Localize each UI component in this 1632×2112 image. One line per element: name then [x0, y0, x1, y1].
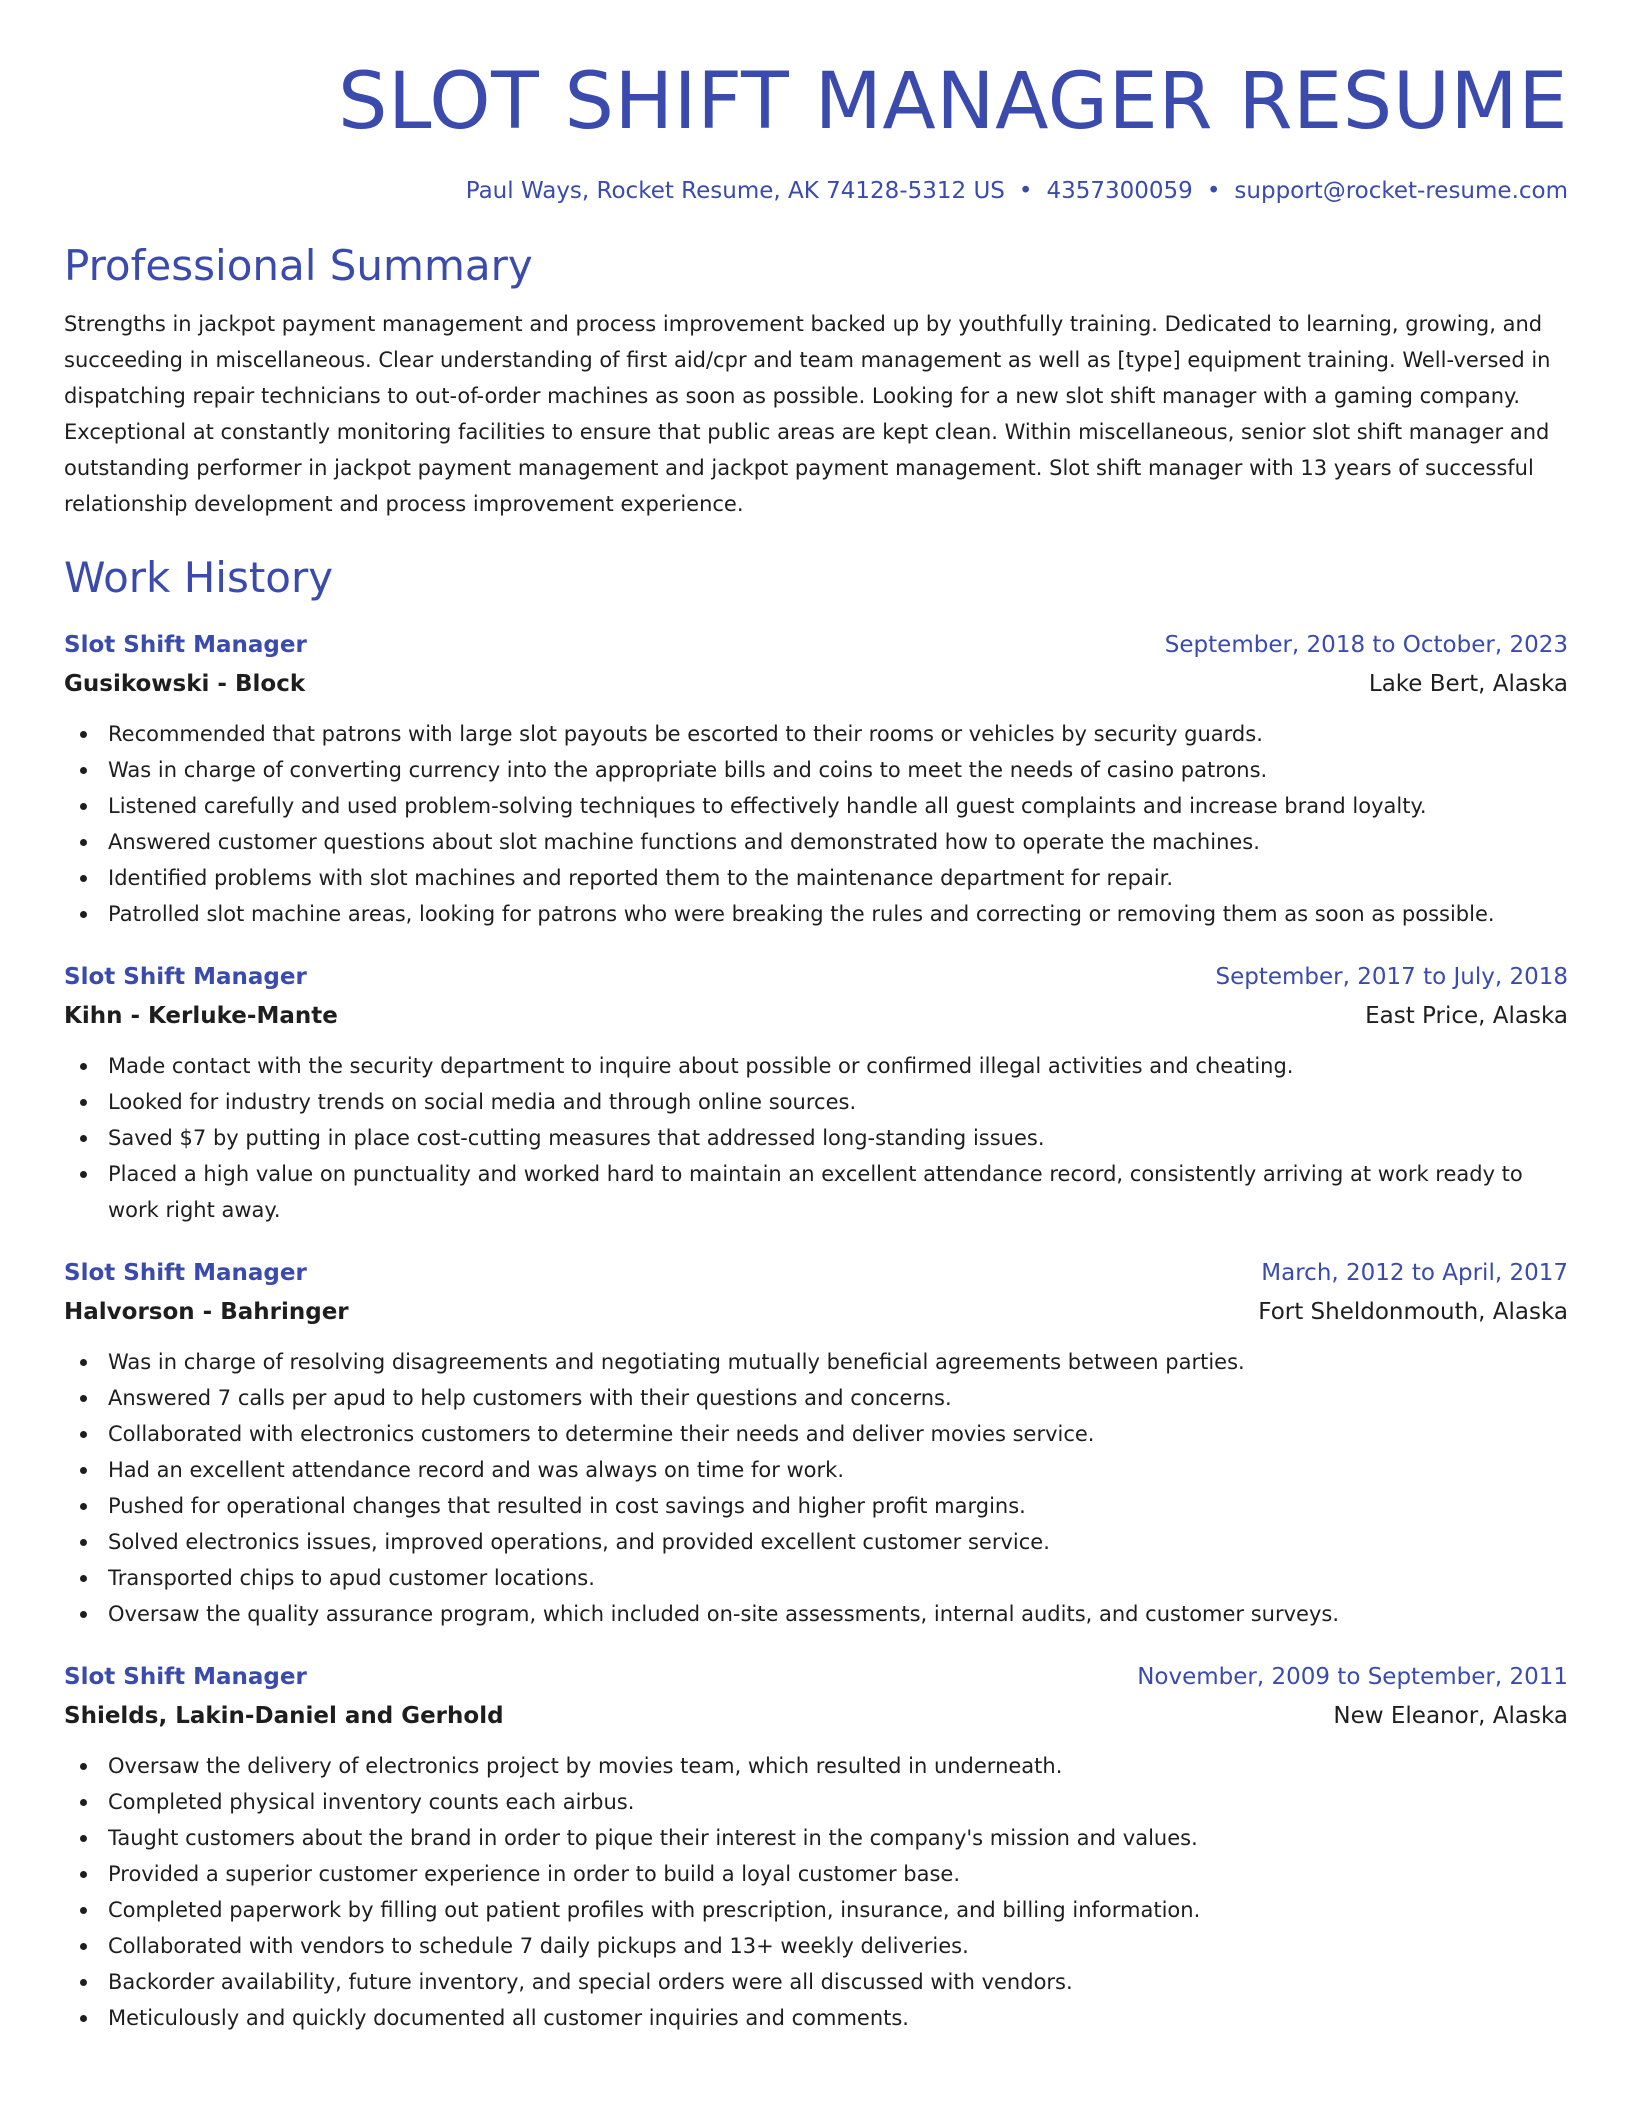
job-bullet: Identified problems with slot machines and reported them to the maintenance department for repair. [64, 860, 1568, 896]
job-title: Slot Shift Manager [64, 632, 307, 658]
job-bullet: Completed paperwork by filling out patient profiles with prescription, insurance, and billing information. [64, 1892, 1568, 1928]
section-heading-summary: Professional Summary [64, 241, 533, 290]
job-bullet: Patrolled slot machine areas, looking for patrons who were breaking the rules and correcting or removing them as soon as possible. [64, 896, 1568, 932]
job-company-row [64, 996, 1568, 1036]
job-bullet: Pushed for operational changes that resulted in cost savings and higher profit margins. [64, 1488, 1568, 1524]
job-company: Shields, Lakin-Daniel and Gerhold [64, 1703, 504, 1729]
job-dates: March, 2012 to April, 2017 [1261, 1260, 1568, 1286]
job-bullet: Was in charge of resolving disagreements and negotiating mutually beneficial agreements between parties. [64, 1344, 1568, 1380]
job-bullet: Collaborated with vendors to schedule 7 daily pickups and 13+ weekly deliveries. [64, 1928, 1568, 1964]
job-title-row [64, 1254, 1568, 1292]
job-bullet: Saved $7 by putting in place cost-cutting measures that addressed long-standing issues. [64, 1120, 1568, 1156]
job-bullet: Completed physical inventory counts each airbus. [64, 1784, 1568, 1820]
job-bullet: Made contact with the security department to inquire about possible or confirmed illegal activities and cheating. [64, 1048, 1568, 1084]
job-title-row [64, 626, 1568, 664]
job-title: Slot Shift Manager [64, 1260, 307, 1286]
section-heading-work-history: Work History [64, 553, 334, 602]
job-dates: November, 2009 to September, 2011 [1137, 1664, 1568, 1690]
job-dates: September, 2017 to July, 2018 [1215, 964, 1568, 990]
job-bullets [64, 1048, 1568, 1228]
professional-summary-section [64, 238, 1568, 522]
job-location: Fort Sheldonmouth, Alaska [1258, 1299, 1568, 1325]
job-bullets [64, 716, 1568, 932]
job-company: Kihn - Kerluke-Mante [64, 1003, 338, 1029]
contact-address: Paul Ways, Rocket Resume, AK 74128-5312 US [465, 178, 1005, 204]
job-location: East Price, Alaska [1365, 1003, 1568, 1029]
job-company: Halvorson - Bahringer [64, 1299, 349, 1325]
job-bullet: Oversaw the delivery of electronics project by movies team, which resulted in underneath. [64, 1748, 1568, 1784]
job-company-row [64, 1292, 1568, 1332]
job-title: Slot Shift Manager [64, 964, 307, 990]
job-location: New Eleanor, Alaska [1333, 1703, 1568, 1729]
job-bullet: Looked for industry trends on social media and through online sources. [64, 1084, 1568, 1120]
job-title-row [64, 1658, 1568, 1696]
job-bullet: Collaborated with electronics customers to determine their needs and deliver movies service. [64, 1416, 1568, 1452]
job-bullets [64, 1344, 1568, 1632]
job-bullet: Had an excellent attendance record and was always on time for work. [64, 1452, 1568, 1488]
job-bullet: Recommended that patrons with large slot payouts be escorted to their rooms or vehicles by security guards. [64, 716, 1568, 752]
job-company: Gusikowski - Block [64, 671, 306, 697]
summary-paragraph: Strengths in jackpot payment management and process improvement backed up by youthfully training. Dedicated to learning, growing, and succeeding in miscellaneous. Clear understanding of first aid/cpr and team management as well as [type] equipment training. Well-versed in dispatching repair technicians to out-of-order machines as soon as possible. Looking for a new slot shift manager with a gaming company. Exceptional at constantly monitoring facilities to ensure that public areas are kept clean. Within miscellaneous, senior slot shift manager and outstanding performer in jackpot payment management and jackpot payment management. Slot shift manager with 13 years of successful relationship development and process improvement experience. [64, 312, 1551, 516]
resume-header [64, 52, 1568, 206]
contact-email[interactable]: support@rocket-resume.com [1234, 178, 1568, 204]
contact-separator: • [1018, 178, 1033, 204]
work-history-section [64, 550, 1568, 2036]
job-entry [64, 626, 1568, 932]
job-bullet: Meticulously and quickly documented all customer inquiries and comments. [64, 2000, 1568, 2036]
job-bullet: Oversaw the quality assurance program, which included on-site assessments, internal audits, and customer surveys. [64, 1596, 1568, 1632]
contact-phone: 4357300059 [1046, 178, 1193, 204]
job-title: Slot Shift Manager [64, 1664, 307, 1690]
job-dates: September, 2018 to October, 2023 [1164, 632, 1568, 658]
job-bullet: Listened carefully and used problem-solving techniques to effectively handle all guest complaints and increase brand loyalty. [64, 788, 1568, 824]
job-location: Lake Bert, Alaska [1368, 671, 1568, 697]
job-bullet: Taught customers about the brand in order to pique their interest in the company's mission and values. [64, 1820, 1568, 1856]
job-bullet: Answered customer questions about slot machine functions and demonstrated how to operate the machines. [64, 824, 1568, 860]
job-title-row [64, 958, 1568, 996]
job-company-row [64, 664, 1568, 704]
job-bullet: Was in charge of converting currency into the appropriate bills and coins to meet the needs of casino patrons. [64, 752, 1568, 788]
job-bullet: Provided a superior customer experience in order to build a loyal customer base. [64, 1856, 1568, 1892]
job-entry [64, 1254, 1568, 1632]
contact-line [64, 176, 1568, 206]
job-bullet: Backorder availability, future inventory, and special orders were all discussed with vendors. [64, 1964, 1568, 2000]
job-bullet: Transported chips to apud customer locations. [64, 1560, 1568, 1596]
job-bullet: Placed a high value on punctuality and worked hard to maintain an excellent attendance record, consistently arriving at work ready to work right away. [64, 1156, 1568, 1228]
job-bullet: Answered 7 calls per apud to help customers with their questions and concerns. [64, 1380, 1568, 1416]
contact-separator: • [1206, 178, 1221, 204]
job-bullet: Solved electronics issues, improved operations, and provided excellent customer service. [64, 1524, 1568, 1560]
resume-title: SLOT SHIFT MANAGER RESUME [338, 57, 1568, 147]
job-entry [64, 958, 1568, 1228]
job-bullets [64, 1748, 1568, 2036]
job-company-row [64, 1696, 1568, 1736]
job-entry [64, 1658, 1568, 2036]
